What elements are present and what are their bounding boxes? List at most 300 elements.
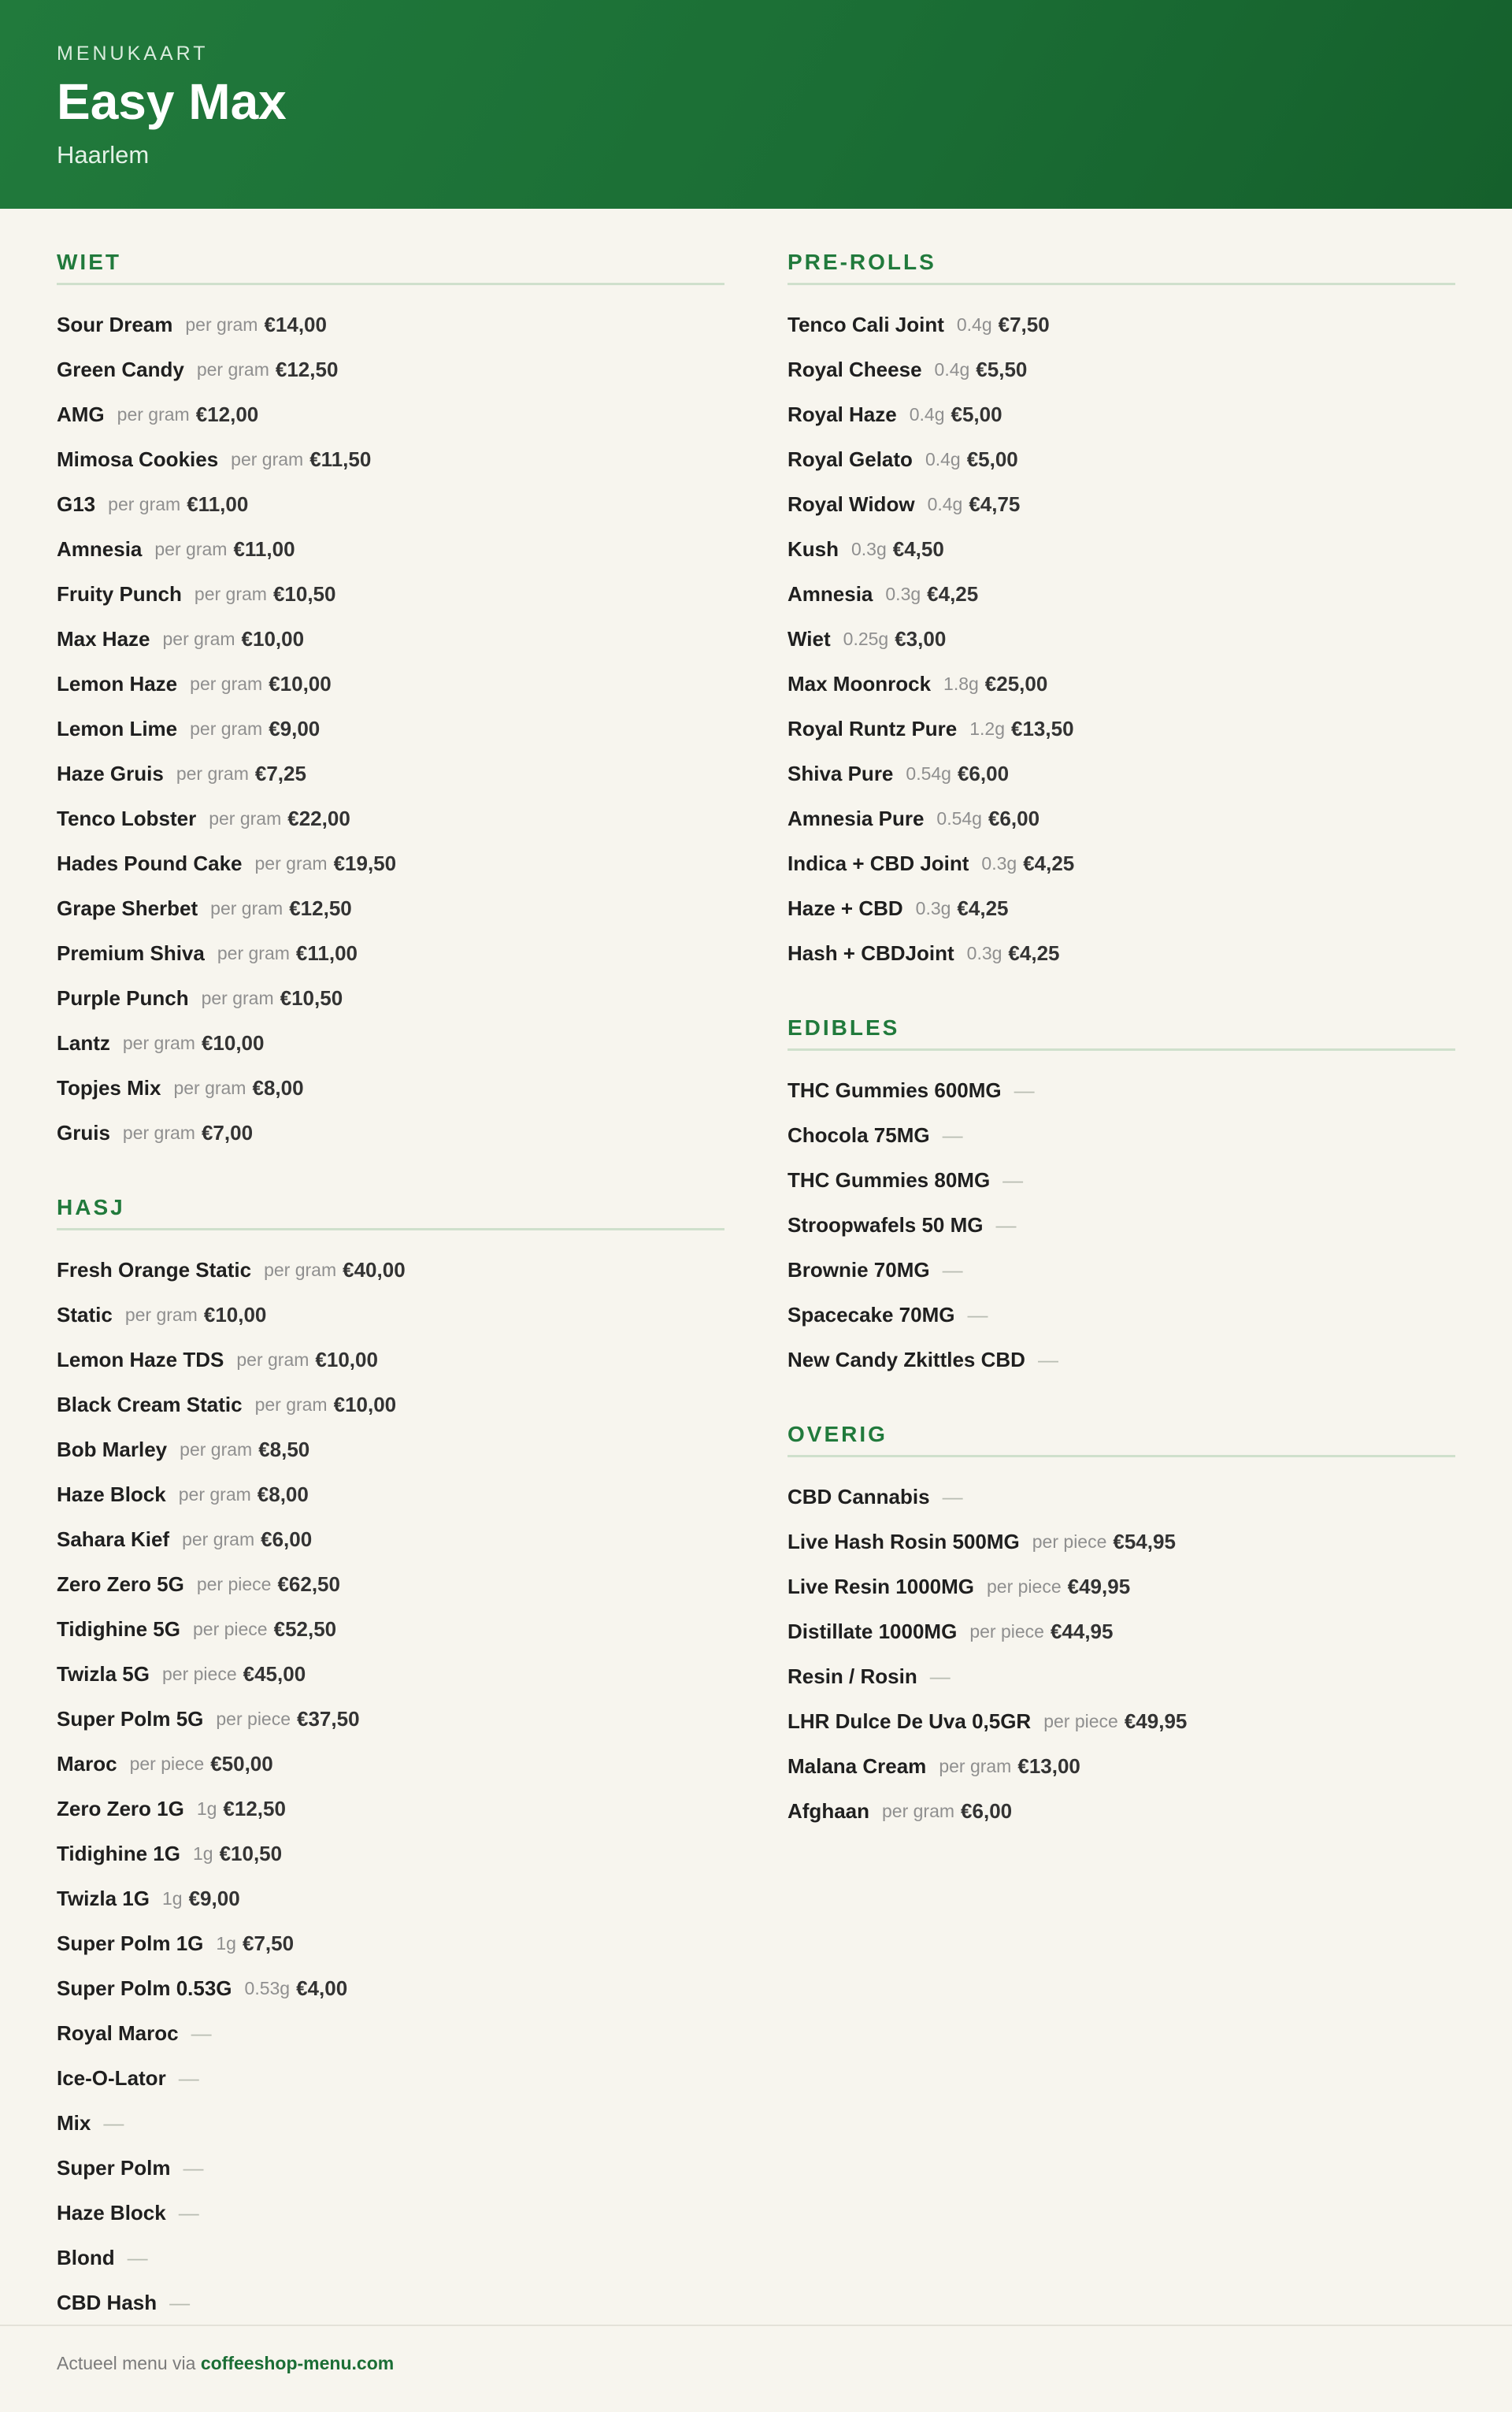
item-name: Topjes Mix — [57, 1076, 161, 1100]
item-unit: 0.3g — [851, 539, 887, 559]
item-name: CBD Cannabis — [788, 1485, 930, 1508]
menu-item — [57, 2280, 724, 2325]
menu-item — [788, 347, 1455, 392]
menu-item — [57, 1831, 724, 1876]
no-price-dash: — — [967, 1303, 988, 1327]
item-name: Zero Zero 5G — [57, 1572, 184, 1596]
item-unit: per gram — [122, 1123, 195, 1143]
section-title: PRE-ROLLS — [788, 250, 1455, 285]
item-unit: per gram — [264, 1260, 337, 1280]
item-list — [788, 302, 1455, 976]
left-column — [57, 250, 724, 2365]
item-name: Black Cream Static — [57, 1393, 243, 1416]
item-unit: per gram — [254, 853, 328, 874]
menu-item — [788, 931, 1455, 976]
item-name: Chocola 75MG — [788, 1123, 930, 1147]
item-name: THC Gummies 600MG — [788, 1078, 1002, 1102]
menu-item — [57, 2191, 724, 2236]
menu-item — [57, 482, 724, 527]
menu-item — [788, 392, 1455, 437]
no-price-dash: — — [1037, 1348, 1058, 1371]
menu-item — [788, 1654, 1455, 1699]
item-name: Indica + CBD Joint — [788, 852, 969, 875]
item-unit: per gram — [185, 314, 258, 335]
item-price: €7,50 — [242, 1931, 295, 1955]
item-price: €8,00 — [257, 1482, 309, 1506]
item-name: Fruity Punch — [57, 582, 182, 606]
item-name: Royal Haze — [788, 403, 897, 426]
menu-item — [57, 1111, 724, 1156]
item-price: €12,50 — [289, 896, 352, 920]
section-prerolls — [788, 250, 1455, 976]
menu-item — [57, 1021, 724, 1066]
item-unit: per piece — [162, 1664, 237, 1684]
item-name: Super Polm 5G — [57, 1707, 204, 1731]
menu-item — [57, 1472, 724, 1517]
menu-item — [57, 1517, 724, 1562]
item-price: €54,95 — [1113, 1530, 1176, 1553]
section-title: HASJ — [57, 1195, 724, 1230]
item-unit: per gram — [182, 1529, 255, 1549]
right-column — [788, 250, 1455, 2365]
item-price: €22,00 — [287, 807, 350, 830]
menu-item — [57, 751, 724, 796]
item-price: €4,50 — [892, 537, 944, 561]
menu-item — [57, 796, 724, 841]
item-price: €4,25 — [927, 582, 979, 606]
item-name: Royal Widow — [788, 492, 915, 516]
item-price: €49,95 — [1124, 1709, 1188, 1733]
item-name: Resin / Rosin — [788, 1664, 917, 1688]
menu-item — [788, 527, 1455, 572]
item-name: Afghaan — [788, 1799, 869, 1823]
item-price: €62,50 — [277, 1572, 340, 1596]
menu-item — [57, 1921, 724, 1966]
menu-item — [57, 1876, 724, 1921]
section-overig — [788, 1422, 1455, 1834]
item-unit: per gram — [209, 808, 282, 829]
menu-item — [788, 1609, 1455, 1654]
item-list — [57, 1248, 724, 2325]
menu-item — [57, 1248, 724, 1293]
item-name: Purple Punch — [57, 986, 189, 1010]
item-price: €11,00 — [187, 492, 249, 516]
item-name: Super Polm 1G — [57, 1931, 204, 1955]
item-name: Blond — [57, 2246, 115, 2269]
item-price: €4,25 — [1008, 941, 1060, 965]
item-price: €12,50 — [223, 1797, 286, 1820]
no-price-dash: — — [191, 2021, 212, 2045]
menu-item — [57, 1338, 724, 1382]
menu-item — [788, 707, 1455, 751]
menu-item — [57, 347, 724, 392]
item-unit: per gram — [217, 943, 290, 963]
footer-text: Actueel menu via — [57, 2353, 201, 2373]
item-unit: 0.3g — [981, 853, 1017, 874]
item-unit: 1.8g — [943, 674, 979, 694]
menu-item — [57, 1966, 724, 2011]
item-unit: 0.54g — [936, 808, 982, 829]
menu-item — [788, 796, 1455, 841]
item-price: €10,00 — [333, 1393, 397, 1416]
item-unit: 0.53g — [244, 1978, 291, 1998]
item-unit: per gram — [210, 898, 284, 918]
menu-item — [57, 2146, 724, 2191]
item-name: Sour Dream — [57, 313, 173, 336]
item-price: €25,00 — [984, 672, 1048, 696]
item-name: Wiet — [788, 627, 831, 651]
menu-item — [57, 2236, 724, 2280]
item-unit: per gram — [124, 1304, 198, 1325]
no-price-dash: — — [1014, 1078, 1035, 1102]
menu-columns — [0, 209, 1512, 2365]
item-unit: per piece — [216, 1709, 291, 1729]
item-unit: per gram — [122, 1033, 195, 1053]
item-name: New Candy Zkittles CBD — [788, 1348, 1025, 1371]
item-price: €52,50 — [273, 1617, 337, 1641]
item-unit: 0.4g — [956, 314, 992, 335]
item-name: Static — [57, 1303, 113, 1327]
item-price: €6,00 — [957, 762, 1010, 785]
item-name: Haze Block — [57, 1482, 166, 1506]
item-name: Haze Block — [57, 2201, 166, 2225]
item-price: €10,50 — [219, 1842, 283, 1865]
item-name: Spacecake 70MG — [788, 1303, 955, 1327]
item-name: AMG — [57, 403, 105, 426]
no-price-dash: — — [127, 2246, 148, 2269]
item-price: €7,00 — [201, 1121, 254, 1145]
item-unit: 1g — [162, 1888, 183, 1909]
menu-item — [788, 751, 1455, 796]
item-name: Fresh Orange Static — [57, 1258, 252, 1282]
item-name: Twizla 5G — [57, 1662, 150, 1686]
item-list — [788, 1475, 1455, 1834]
no-price-dash: — — [169, 2291, 191, 2314]
menu-item — [57, 572, 724, 617]
no-price-dash: — — [178, 2066, 199, 2090]
menu-item — [788, 1068, 1455, 1113]
menu-item — [788, 1113, 1455, 1158]
shop-city: Haarlem — [57, 141, 150, 169]
section-title: WIET — [57, 250, 724, 285]
item-unit: 0.4g — [925, 449, 961, 469]
item-unit: per piece — [987, 1576, 1062, 1597]
item-unit: per gram — [190, 718, 263, 739]
item-unit: per gram — [236, 1349, 309, 1370]
no-price-dash: — — [183, 2156, 204, 2180]
item-name: Mimosa Cookies — [57, 447, 219, 471]
menu-item — [788, 1338, 1455, 1382]
item-list — [788, 1068, 1455, 1382]
section-wiet — [57, 250, 724, 1156]
item-unit: 0.54g — [906, 763, 951, 784]
menu-item — [788, 482, 1455, 527]
item-name: Tenco Cali Joint — [788, 313, 944, 336]
no-price-dash: — — [942, 1258, 963, 1282]
item-unit: 1g — [216, 1933, 236, 1954]
item-name: Lemon Haze — [57, 672, 178, 696]
menu-item — [57, 1427, 724, 1472]
section-edibles — [788, 1015, 1455, 1382]
menu-footer — [0, 2325, 1512, 2412]
item-price: €4,75 — [969, 492, 1021, 516]
menu-item — [57, 1742, 724, 1787]
menu-item — [788, 1293, 1455, 1338]
item-price: €49,95 — [1067, 1575, 1131, 1598]
item-unit: per gram — [196, 359, 269, 380]
item-unit: per piece — [1032, 1531, 1107, 1552]
menu-item — [788, 1744, 1455, 1789]
item-name: Stroopwafels 50 MG — [788, 1213, 984, 1237]
menu-item — [57, 2101, 724, 2146]
item-name: Royal Maroc — [57, 2021, 179, 2045]
menu-item — [788, 841, 1455, 886]
item-price: €11,00 — [295, 941, 358, 965]
menu-item — [57, 2011, 724, 2056]
section-hasj — [57, 1195, 724, 2325]
item-name: Grape Sherbet — [57, 896, 198, 920]
item-price: €10,50 — [280, 986, 343, 1010]
menu-item — [57, 1607, 724, 1652]
item-price: €10,00 — [241, 627, 305, 651]
menu-item — [788, 617, 1455, 662]
item-list — [57, 302, 724, 1156]
item-price: €40,00 — [343, 1258, 406, 1282]
footer-link[interactable]: coffeeshop-menu.com — [200, 2353, 395, 2373]
item-unit: 0.3g — [915, 898, 951, 918]
menu-item — [788, 1564, 1455, 1609]
item-unit: per gram — [178, 1484, 251, 1505]
item-name: Max Haze — [57, 627, 150, 651]
item-price: €3,00 — [895, 627, 947, 651]
menu-item — [57, 1787, 724, 1831]
item-price: €5,00 — [951, 403, 1002, 426]
item-price: €8,00 — [252, 1076, 304, 1100]
menu-eyebrow: MENUKAART — [57, 43, 209, 65]
item-name: Hash + CBDJoint — [788, 941, 954, 965]
item-unit: per gram — [180, 1439, 253, 1460]
menu-item — [788, 1203, 1455, 1248]
menu-item — [57, 2056, 724, 2101]
item-price: €4,00 — [296, 1976, 348, 2000]
menu-item — [57, 1652, 724, 1697]
menu-item — [788, 572, 1455, 617]
item-unit: 0.3g — [885, 584, 921, 604]
item-unit: per piece — [192, 1619, 268, 1639]
item-price: €11,50 — [309, 447, 372, 471]
item-name: Lantz — [57, 1031, 110, 1055]
item-name: Royal Runtz Pure — [788, 717, 958, 740]
menu-item — [57, 931, 724, 976]
item-unit: per gram — [173, 1078, 246, 1098]
item-name: Mix — [57, 2111, 91, 2135]
menu-item — [788, 1475, 1455, 1520]
menu-item — [57, 841, 724, 886]
item-unit: per gram — [231, 449, 304, 469]
item-unit: per piece — [1043, 1711, 1118, 1731]
item-name: Lemon Lime — [57, 717, 178, 740]
item-unit: per gram — [254, 1394, 328, 1415]
item-unit: per piece — [969, 1621, 1044, 1642]
item-name: CBD Hash — [57, 2291, 158, 2314]
item-name: Gruis — [57, 1121, 110, 1145]
no-price-dash: — — [103, 2111, 124, 2135]
menu-item — [57, 527, 724, 572]
item-unit: per gram — [190, 674, 263, 694]
item-name: Amnesia — [57, 537, 143, 561]
item-name: Ice-O-Lator — [57, 2066, 166, 2090]
item-name: Malana Cream — [788, 1754, 927, 1778]
item-name: Haze Gruis — [57, 762, 164, 785]
item-price: €14,00 — [264, 313, 327, 336]
item-price: €7,50 — [998, 313, 1050, 336]
menu-item — [57, 886, 724, 931]
item-name: Live Hash Rosin 500MG — [788, 1530, 1020, 1553]
item-name: Max Moonrock — [788, 672, 932, 696]
no-price-dash: — — [942, 1123, 963, 1147]
item-unit: per gram — [176, 763, 249, 784]
menu-item — [788, 437, 1455, 482]
item-name: Royal Cheese — [788, 358, 922, 381]
item-name: Premium Shiva — [57, 941, 205, 965]
item-price: €44,95 — [1050, 1620, 1114, 1643]
item-unit: per gram — [194, 584, 267, 604]
item-unit: per gram — [117, 404, 190, 425]
item-price: €6,00 — [988, 807, 1040, 830]
item-name: Super Polm — [57, 2156, 171, 2180]
menu-item — [788, 886, 1455, 931]
item-price: €45,00 — [243, 1662, 306, 1686]
menu-item — [788, 1520, 1455, 1564]
item-unit: per gram — [162, 629, 235, 649]
menu-item — [57, 1562, 724, 1607]
menu-item — [788, 1158, 1455, 1203]
item-price: €7,25 — [254, 762, 306, 785]
item-name: Green Candy — [57, 358, 184, 381]
item-name: Distillate 1000MG — [788, 1620, 958, 1643]
no-price-dash: — — [178, 2201, 199, 2225]
item-name: Tenco Lobster — [57, 807, 197, 830]
item-price: €13,00 — [1017, 1754, 1080, 1778]
item-price: €10,00 — [269, 672, 332, 696]
item-name: Amnesia Pure — [788, 807, 925, 830]
menu-item — [57, 1293, 724, 1338]
item-name: Sahara Kief — [57, 1527, 170, 1551]
item-name: THC Gummies 80MG — [788, 1168, 991, 1192]
item-price: €11,00 — [233, 537, 295, 561]
item-name: Kush — [788, 537, 839, 561]
menu-item — [57, 302, 724, 347]
item-unit: 0.3g — [966, 943, 1002, 963]
item-name: Zero Zero 1G — [57, 1797, 184, 1820]
menu-item — [788, 1699, 1455, 1744]
item-name: Twizla 1G — [57, 1887, 150, 1910]
item-price: €6,00 — [261, 1527, 313, 1551]
menu-item — [57, 976, 724, 1021]
item-name: Lemon Haze TDS — [57, 1348, 224, 1371]
item-name: LHR Dulce De Uva 0,5GR — [788, 1709, 1032, 1733]
menu-item — [788, 302, 1455, 347]
item-unit: 0.4g — [934, 359, 970, 380]
item-unit: per gram — [939, 1756, 1012, 1776]
item-price: €10,00 — [201, 1031, 265, 1055]
menu-item — [57, 617, 724, 662]
item-unit: 0.4g — [927, 494, 963, 514]
item-price: €5,50 — [976, 358, 1028, 381]
menu-item — [788, 1789, 1455, 1834]
menu-item — [57, 1066, 724, 1111]
menu-item — [57, 1382, 724, 1427]
item-price: €10,50 — [272, 582, 336, 606]
menu-item — [57, 437, 724, 482]
item-unit: 1g — [192, 1843, 213, 1864]
item-price: €4,25 — [957, 896, 1009, 920]
item-unit: per gram — [108, 494, 181, 514]
item-unit: 0.4g — [909, 404, 945, 425]
item-name: Tidighine 1G — [57, 1842, 180, 1865]
item-name: G13 — [57, 492, 96, 516]
item-unit: per gram — [201, 988, 274, 1008]
no-price-dash: — — [929, 1664, 951, 1688]
item-unit: per piece — [129, 1753, 205, 1774]
item-price: €50,00 — [210, 1752, 273, 1776]
item-price: €10,00 — [203, 1303, 267, 1327]
no-price-dash: — — [1002, 1168, 1024, 1192]
item-name: Shiva Pure — [788, 762, 894, 785]
menu-item — [57, 662, 724, 707]
no-price-dash: — — [995, 1213, 1017, 1237]
menu-item — [788, 662, 1455, 707]
item-name: Tidighine 5G — [57, 1617, 180, 1641]
menu-header — [0, 0, 1512, 209]
item-name: Maroc — [57, 1752, 117, 1776]
item-name: Hades Pound Cake — [57, 852, 243, 875]
item-unit: per gram — [154, 539, 228, 559]
item-price: €4,25 — [1023, 852, 1075, 875]
item-price: €12,00 — [195, 403, 259, 426]
item-price: €12,50 — [275, 358, 339, 381]
section-title: OVERIG — [788, 1422, 1455, 1457]
menu-item — [788, 1248, 1455, 1293]
item-name: Royal Gelato — [788, 447, 913, 471]
no-price-dash: — — [942, 1485, 963, 1508]
item-unit: per gram — [882, 1801, 955, 1821]
item-unit: per piece — [196, 1574, 272, 1594]
item-name: Brownie 70MG — [788, 1258, 930, 1282]
item-price: €19,50 — [333, 852, 397, 875]
item-price: €8,50 — [258, 1438, 310, 1461]
item-price: €37,50 — [297, 1707, 360, 1731]
menu-item — [57, 707, 724, 751]
item-unit: 1g — [196, 1798, 217, 1819]
menu-item — [57, 392, 724, 437]
item-price: €9,00 — [188, 1887, 240, 1910]
section-title: EDIBLES — [788, 1015, 1455, 1051]
item-price: €13,50 — [1011, 717, 1074, 740]
item-name: Bob Marley — [57, 1438, 168, 1461]
shop-name: Easy Max — [57, 73, 287, 130]
item-name: Amnesia — [788, 582, 873, 606]
item-unit: 0.25g — [843, 629, 889, 649]
item-price: €6,00 — [961, 1799, 1013, 1823]
item-unit: 1.2g — [969, 718, 1006, 739]
item-name: Haze + CBD — [788, 896, 903, 920]
item-name: Live Resin 1000MG — [788, 1575, 974, 1598]
item-name: Super Polm 0.53G — [57, 1976, 232, 2000]
menu-item — [57, 1697, 724, 1742]
item-price: €5,00 — [966, 447, 1018, 471]
item-price: €10,00 — [315, 1348, 378, 1371]
